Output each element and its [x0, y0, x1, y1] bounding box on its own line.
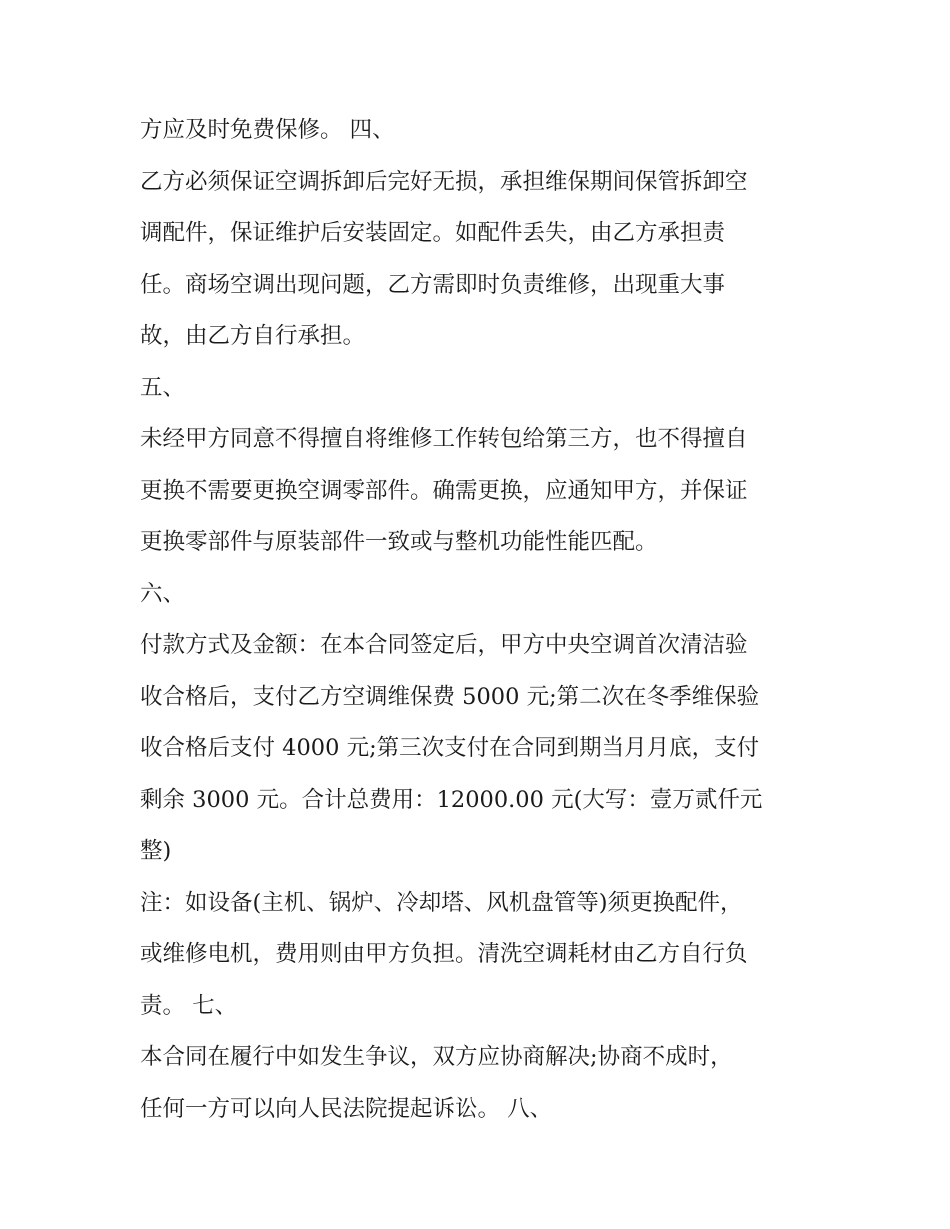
section-heading: 六、	[140, 580, 186, 607]
text-line: 剩余 3000 元。合计总费用：12000.00 元(大写：壹万贰仟元	[140, 786, 763, 813]
text-line: 整)	[140, 838, 172, 864]
text-line: 任。商场空调出现问题，乙方需即时负责维修，出现重大事	[140, 271, 726, 298]
text-line: 更换零部件与原装部件一致或与整机功能性能匹配。	[140, 529, 658, 555]
text-line: 故，由乙方自行承担。	[140, 323, 366, 349]
text-line: 收合格后支付 4000 元;第三次支付在合同到期当月月底，支付	[140, 735, 760, 761]
note-line: 注：如设备(主机、锅炉、冷却塔、风机盘管等)须更换配件，	[140, 889, 743, 916]
text-line: 乙方必须保证空调拆卸后完好无损，承担维保期间保管拆卸空	[140, 168, 748, 195]
text-line: 更换不需要更换空调零部件。确需更换，应通知甲方，并保证	[140, 477, 748, 504]
text-line: 方应及时免费保修。 四、	[140, 117, 395, 143]
text-line: 责。 七、	[140, 992, 238, 1019]
text-line: 付款方式及金额：在本合同签定后，甲方中央空调首次清洁验	[140, 632, 748, 658]
text-line: 或维修电机，费用则由甲方负担。清洗空调耗材由乙方自行负	[140, 941, 748, 967]
text-line: 任何一方可以向人民法院提起诉讼。 八、	[140, 1095, 553, 1122]
contract-text-body	[140, 105, 830, 1135]
text-line: 收合格后，支付乙方空调维保费 5000 元;第二次在冬季维保验	[140, 683, 760, 710]
text-line: 未经甲方同意不得擅自将维修工作转包给第三方，也不得擅自	[140, 426, 748, 452]
text-line: 调配件，保证维护后安装固定。如配件丢失，由乙方承担责	[140, 220, 726, 246]
section-heading: 五、	[140, 374, 186, 401]
text-line: 本合同在履行中如发生争议，双方应协商解决;协商不成时，	[140, 1044, 733, 1070]
